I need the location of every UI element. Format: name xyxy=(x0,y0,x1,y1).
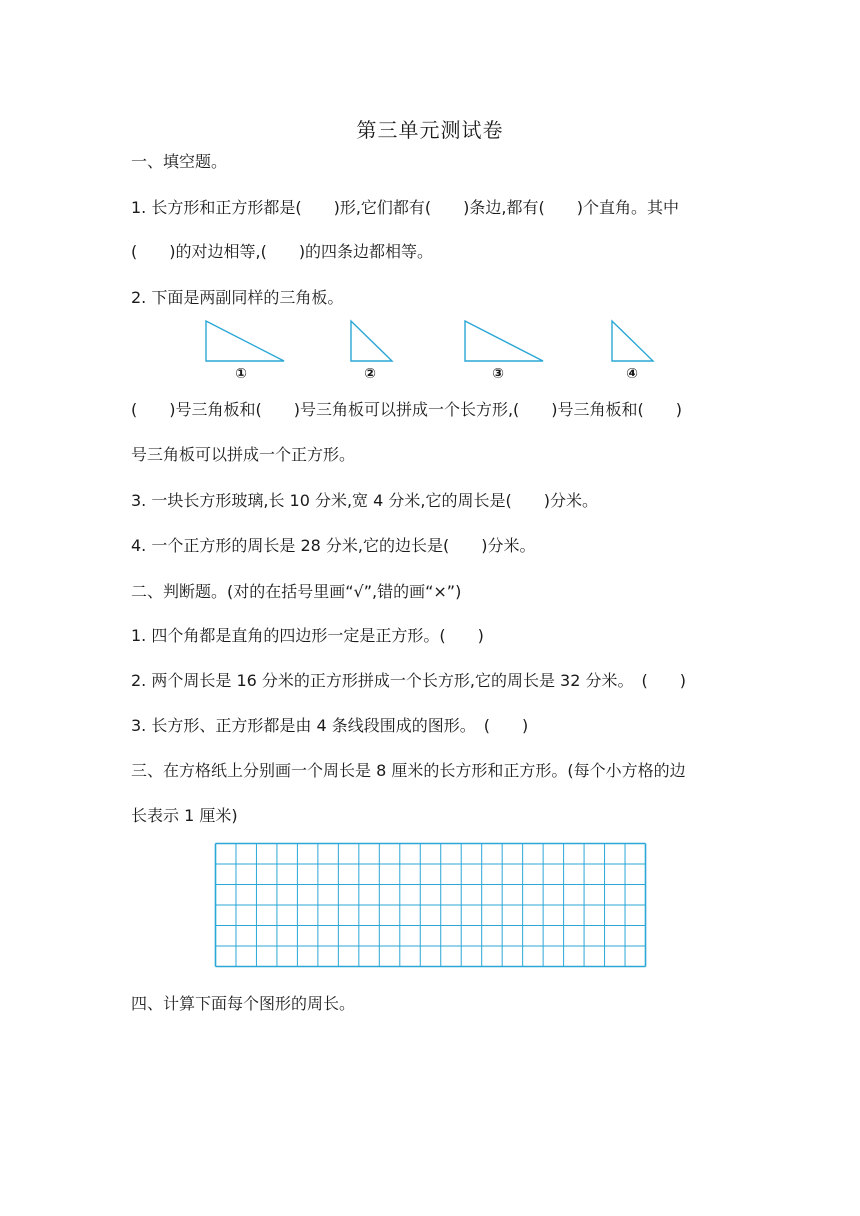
q1-2-line3: 号三角板可以拼成一个正方形。 xyxy=(131,445,356,464)
triangle-label-2: ② xyxy=(364,366,376,382)
q2-1: 1. 四个角都是直角的四边形一定是正方形。( ) xyxy=(131,626,484,645)
q1-2-line2: ( )号三角板和( )号三角板可以拼成一个长方形,( )号三角板和( ) xyxy=(131,400,683,419)
page-title: 第三单元测试卷 xyxy=(356,118,504,142)
triangle-1 xyxy=(204,319,286,363)
section4-heading: 四、计算下面每个图形的周长。 xyxy=(131,994,356,1013)
q1-2-line1: 2. 下面是两副同样的三角板。 xyxy=(131,288,344,307)
section3-heading-line1: 三、在方格纸上分别画一个周长是 8 厘米的长方形和正方形。(每个小方格的边 xyxy=(131,761,686,780)
triangle-label-1: ① xyxy=(235,366,247,382)
section3-heading-line2: 长表示 1 厘米) xyxy=(131,806,238,825)
q1-4: 4. 一个正方形的周长是 28 分米,它的边长是( )分米。 xyxy=(131,536,536,555)
q2-3: 3. 长方形、正方形都是由 4 条线段围成的图形。 ( ) xyxy=(131,716,529,735)
section1-heading: 一、填空题。 xyxy=(131,152,228,171)
q2-2: 2. 两个周长是 16 分米的正方形拼成一个长方形,它的周长是 32 分米。 ( ) xyxy=(131,671,686,690)
triangle-4 xyxy=(610,319,656,363)
grid-paper[interactable] xyxy=(214,842,647,972)
triangle-2 xyxy=(349,319,395,363)
section2-heading: 二、判断题。(对的在括号里画“√”,错的画“×”) xyxy=(131,582,462,601)
triangle-label-3: ③ xyxy=(492,366,504,382)
triangle-set xyxy=(0,316,860,388)
grid-canvas[interactable] xyxy=(214,842,647,968)
q1-3: 3. 一块长方形玻璃,长 10 分米,宽 4 分米,它的周长是( )分米。 xyxy=(131,491,598,510)
triangle-label-4: ④ xyxy=(626,366,638,382)
q1-1-line2: ( )的对边相等,( )的四条边都相等。 xyxy=(131,242,434,261)
triangle-3 xyxy=(463,319,545,363)
q1-1-line1: 1. 长方形和正方形都是( )形,它们都有( )条边,都有( )个直角。其中 xyxy=(131,198,679,217)
